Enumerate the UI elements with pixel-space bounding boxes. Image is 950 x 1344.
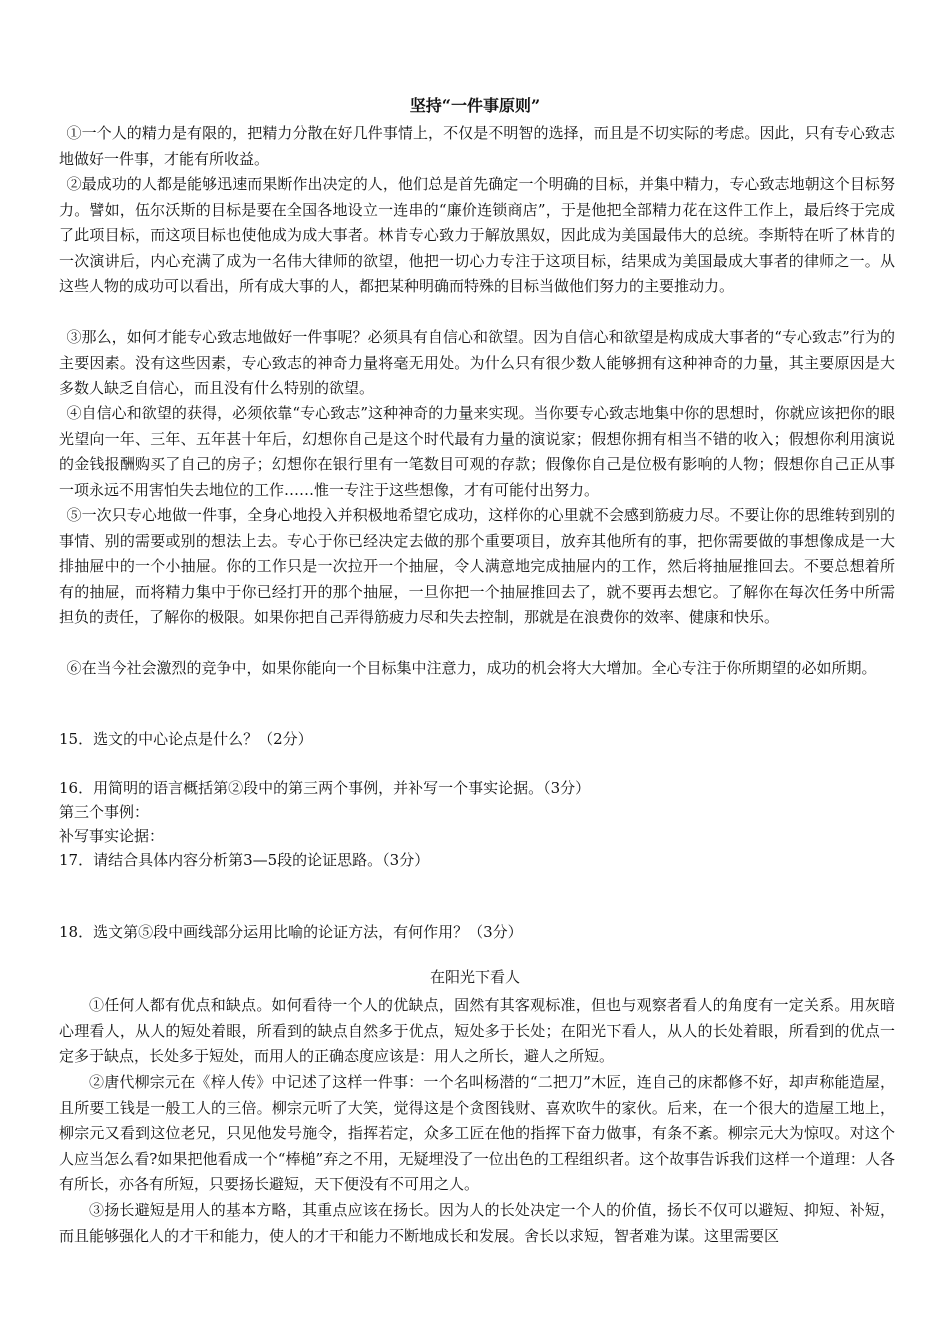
question-15: 15．选文的中心论点是什么？（2分） xyxy=(59,730,313,748)
article1-paragraph-3: ③那么，如何才能专心致志地做好一件事呢？必须具有自信心和欲望。因为自信心和欲望是构成成大事者的“专心致志”行为的主要因素。没有这些因素，专心致志的神奇力量将毫无用处。为什么只有很少数人能够拥有这种神奇的力量，其主要原因是大多数人缺乏自信心，而且没有什么特别的欲望。 xyxy=(59,328,895,397)
question-17: 17．请结合具体内容分析第3—5段的论证思路。（3分） xyxy=(59,851,430,869)
article1-paragraph-4: ④自信心和欲望的获得，必须依靠“专心致志”这种神奇的力量来实现。当你要专心致志地集中你的思想时，你就应该把你的眼光望向一年、三年、五年甚十年后，幻想你自己是这个时代最有力量的演说家；假想你拥有相当不错的收入；假想你利用演说的金钱报酬购买了自己的房子；幻想你在银行里有一笔数目可观的存款；假像你自己是位极有影响的人物；假想你自己正从事一项永远不用害怕失去地位的工作……惟一专注于这些想像，才有可能付出努力。 xyxy=(59,404,895,499)
article1-title: 坚持“一件事原则” xyxy=(409,96,541,115)
article2-paragraph-3: ③扬长避短是用人的基本方略，其重点应该在扬长。因为人的长处决定一个人的价值，扬长不仅可以避短、抑短、补短，而且能够强化人的才干和能力，使人的才干和能力不断地成长和发展。舍长以求短，智者难为谋。这里需要区 xyxy=(59,1201,895,1245)
article2-paragraph-2: ②唐代柳宗元在《梓人传》中记述了这样一件事：一个名叫杨潜的“二把刀”木匠，连自己的床都修不好，却声称能造屋，且所要工钱是一般工人的三倍。柳宗元听了大笑，觉得这是个贪图钱财、喜欢吹牛的家伙。后来，在一个很大的造屋工地上，柳宗元又看到这位老兄，只见他发号施令，指挥若定，众多工匠在他的指挥下奋力做事，有条不紊。柳宗元大为惊叹。对这个人应当怎么看?如果把他看成一个“棒槌”弃之不用，无疑埋没了一位出色的工程组织者。这个故事告诉我们这样一个道理：人各有所长，亦各有所短，只要扬长避短，天下便没有不可用之人。 xyxy=(59,1073,895,1193)
article1-paragraph-2: ②最成功的人都是能够迅速而果断作出决定的人，他们总是首先确定一个明确的目标，并集中精力，专心致志地朝这个目标努力。譬如，伍尔沃斯的目标是要在全国各地设立一连串的“廉价连锁商店”，于是他把全部精力花在这件工作上，最后终于完成了此项目标，而这项目标也使他成为成大事者。林肯专心致力于解放黑奴，因此成为美国最伟大的总统。李斯特在听了林肯的一次演讲后，内心充满了成为一名伟大律师的欲望，他把一切心力专注于这项目标，结果成为美国最成大事者的律师之一。从这些人物的成功可以看出，所有成大事的人，都把某种明确而特殊的目标当做他们努力的主要推动力。 xyxy=(59,175,895,295)
question-16-part-b: 补写事实论据： xyxy=(59,827,165,845)
article2-paragraph-1: ①任何人都有优点和缺点。如何看待一个人的优缺点，固然有其客观标准，但也与观察者看人的角度有一定关系。用灰暗心理看人，从人的短处着眼，所看到的缺点自然多于优点，短处多于长处；在阳光下看人，从人的长处着眼，所看到的优点一定多于缺点，长处多于短处，而用人的正确态度应该是：用人之所长，避人之所短。 xyxy=(59,996,895,1065)
article2-title: 在阳光下看人 xyxy=(429,968,520,986)
article1-paragraph-1: ①一个人的精力是有限的，把精力分散在好几件事情上，不仅是不明智的选择，而且是不切实际的考虑。因此，只有专心致志地做好一件事，才能有所收益。 xyxy=(59,124,895,168)
article1-paragraph-5: ⑤一次只专心地做一件事，全身心地投入并积极地希望它成功，这样你的心里就不会感到筋疲力尽。不要让你的思维转到别的事情、别的需要或别的想法上去。专心于你已经决定去做的那个重要项目，放弃其他所有的事，把你需要做的事想像成是一大排抽屉中的一个小抽屉。你的工作只是一次拉开一个抽屉，令人满意地完成抽屉内的工作，然后将抽屉推回去。不要总想着所有的抽屉，而将精力集中于你已经打开的那个抽屉，一旦你把一个抽屉推回去了，就不要再去想它。了解你在每次任务中所需担负的责任，了解你的极限。如果你把自己弄得筋疲力尽和失去控制，那就是在浪费你的效率、健康和快乐。 xyxy=(59,506,895,626)
question-16: 16．用简明的语言概括第②段中的第三两个事例，并补写一个事实论据。（3分） xyxy=(59,779,591,797)
question-18: 18．选文第⑤段中画线部分运用比喻的论证方法，有何作用？（3分） xyxy=(59,923,523,941)
article1-paragraph-6: ⑥在当今社会激烈的竞争中，如果你能向一个目标集中注意力，成功的机会将大大增加。全心专注于你所期望的必如所期。 xyxy=(66,659,877,677)
question-16-part-a: 第三个事例： xyxy=(59,803,150,821)
